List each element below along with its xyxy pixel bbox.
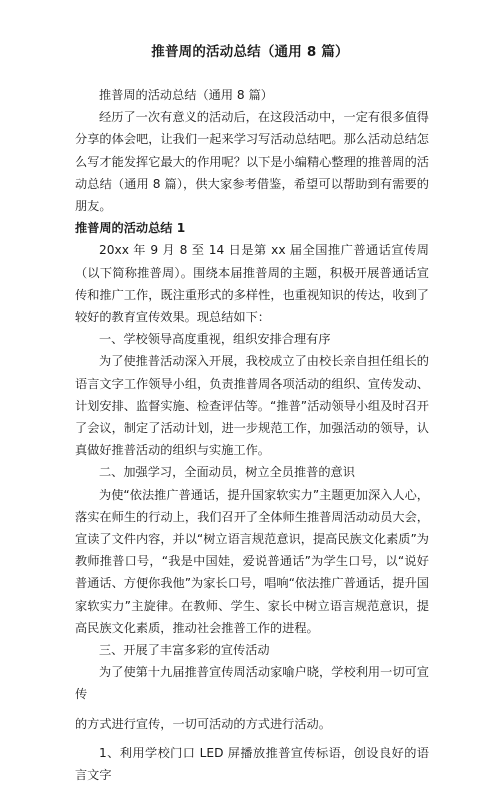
body-paragraph-continued: 的方式进行宣传，一切可活动的方式进行活动。 [75, 716, 331, 731]
body-paragraph: 为了使推普活动深入开展，我校成立了由校长亲自担任组长的语言文字工作领导小组，负责推普周各项活动的组织、宣传发动、计划安排、监督实施、检查评估等。“推普”活动领导小组及时召开了会议，制定了活动计划，进一步规范工作，加强活动的领导，认真做好推普活动的组织与实施工作。 [75, 354, 429, 458]
section-heading: 推普周的活动总结 1 [75, 221, 186, 236]
body-paragraph: 为使“依法推广普通话，提升国家软实力”主题更加深入人心，落实在师生的行动上，我们召开了全体师生推普周活动动员大会，宣读了文件内容，并以“树立语言规范意识，提高民族文化素质”为教师推普口号，“我是中国娃，爱说普通话”为学生口号，以“说好普通话、方便你我他”为家长口号，唱响“依法推广普通话，提升国家软实力”主旋律。在教师、学生、家长中树立语言规范意识，提高民族文化素质，推动社会推普工作的进程。 [75, 487, 429, 635]
subsection-heading: 三、开展了丰富多彩的宣传活动 [99, 643, 270, 658]
body-paragraph: 20xx 年 9 月 8 至 14 日是第 xx 届全国推广普通话宣传周（以下简称推普周）。围绕本届推普周的主题，积极开展普通话宣传和推广工作，既注重形式的多样性，也重视知识的传达，收到了较好的教育宣传效果。现总结如下： [75, 243, 429, 325]
subsection-heading: 一、学校领导高度重视，组织安排合理有序 [99, 332, 331, 347]
document-title: 推普周的活动总结（通用 8 篇） [151, 44, 349, 60]
body-paragraph: 为了使第十九届推普宣传周活动家喻户晓，学校利用一切可宣传 [75, 665, 429, 702]
intro-paragraph: 经历了一次有意义的活动后，在这段活动中，一定有很多值得分享的体会吧，让我们一起来学习写活动总结吧。那么活动总结怎么写才能发挥它最大的作用呢？以下是小编精心整理的推普周的活动总结（通用 8 篇），供大家参考借鉴，希望可以帮助到有需要的朋友。 [75, 110, 429, 214]
subsection-heading: 二、加强学习，全面动员，树立全员推普的意识 [99, 465, 355, 480]
list-item: 1、利用学校门口 LED 屏播放推普宣传标语，创设良好的语言文字 [75, 745, 429, 783]
subtitle-paragraph: 推普周的活动总结（通用 8 篇） [99, 88, 273, 102]
document-body [75, 84, 429, 786]
